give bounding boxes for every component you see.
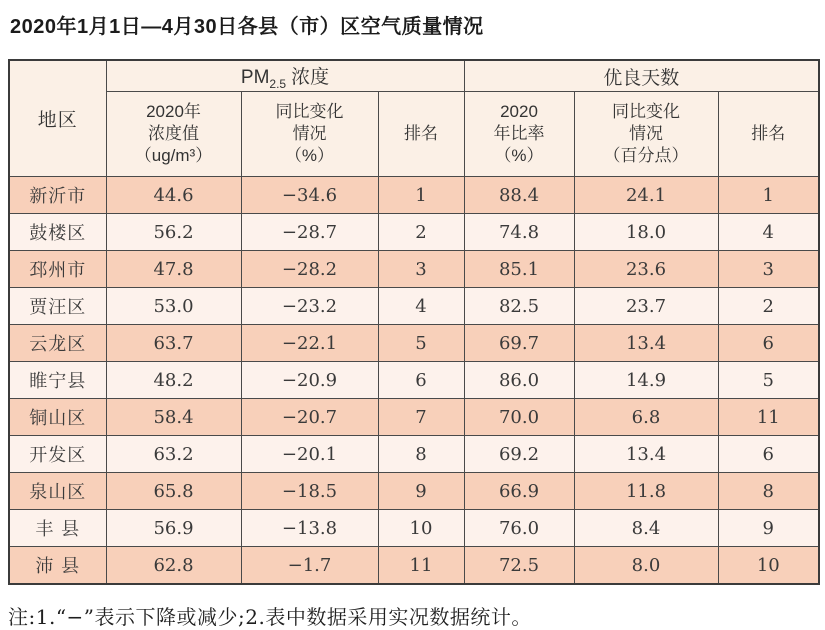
pm-rank-cell: 6: [378, 362, 464, 399]
days-ratio-cell: 69.7: [464, 325, 574, 362]
days-change-cell: 13.4: [574, 436, 718, 473]
days-change-cell: 13.4: [574, 325, 718, 362]
pm25-label-prefix: PM: [240, 66, 270, 88]
days-rank-cell: 4: [718, 214, 819, 251]
table-row: [9, 399, 819, 436]
pm-rank-cell: 5: [378, 325, 464, 362]
header-pm-rank: 排名: [378, 92, 464, 177]
table-row: [9, 473, 819, 510]
pm-change-cell: −20.9: [241, 362, 378, 399]
table-group-header-row: [9, 60, 819, 92]
pm-rank-cell: 1: [378, 177, 464, 214]
header-pm-value-line1: 2020年: [146, 101, 201, 121]
region-cell: 沛 县: [9, 547, 106, 585]
header-days-ratio: [464, 92, 574, 177]
days-ratio-cell: 76.0: [464, 510, 574, 547]
days-rank-cell: 6: [718, 325, 819, 362]
pm-value-cell: 65.8: [106, 473, 241, 510]
days-rank-cell: 11: [718, 399, 819, 436]
header-days-change-line1: 同比变化: [612, 101, 680, 121]
pm-change-cell: −20.1: [241, 436, 378, 473]
header-pm-change: [241, 92, 378, 177]
footnote: 注:1.“−”表示下降或减少;2.表中数据采用实况数据统计。: [8, 605, 532, 629]
pm-value-cell: 63.7: [106, 325, 241, 362]
days-ratio-cell: 82.5: [464, 288, 574, 325]
pm25-label-subscript: 2.5: [269, 76, 287, 91]
pm-rank-cell: 2: [378, 214, 464, 251]
header-pm-change-line2: 情况: [292, 123, 327, 143]
days-rank-cell: 9: [718, 510, 819, 547]
pm-value-cell: 56.2: [106, 214, 241, 251]
days-rank-cell: 2: [718, 288, 819, 325]
header-days-rank: 排名: [718, 92, 819, 177]
pm-change-cell: −18.5: [241, 473, 378, 510]
pm-rank-cell: 11: [378, 547, 464, 585]
header-pm-value: [106, 92, 241, 177]
table-row: [9, 436, 819, 473]
header-pm-value-line2: 浓度值: [148, 123, 199, 143]
pm-change-cell: −28.2: [241, 251, 378, 288]
days-change-cell: 8.0: [574, 547, 718, 585]
days-change-cell: 11.8: [574, 473, 718, 510]
days-ratio-cell: 72.5: [464, 547, 574, 585]
table-row: [9, 547, 819, 585]
pm-rank-cell: 7: [378, 399, 464, 436]
pm-change-cell: −1.7: [241, 547, 378, 585]
table-row: [9, 288, 819, 325]
header-pm-change-line3: （%）: [284, 146, 335, 166]
days-rank-cell: 1: [718, 177, 819, 214]
days-ratio-cell: 70.0: [464, 399, 574, 436]
pm-change-cell: −22.1: [241, 325, 378, 362]
header-days-change-line2: 情况: [629, 123, 663, 143]
header-pm-change-line1: 同比变化: [275, 101, 344, 121]
region-cell: 开发区: [9, 436, 106, 473]
air-quality-table: [8, 59, 820, 585]
pm-value-cell: 44.6: [106, 177, 241, 214]
pm-change-cell: −34.6: [241, 177, 378, 214]
table-row: [9, 177, 819, 214]
days-change-cell: 8.4: [574, 510, 718, 547]
pm-change-cell: −20.7: [241, 399, 378, 436]
days-rank-cell: 6: [718, 436, 819, 473]
table-row: [9, 362, 819, 399]
days-rank-cell: 5: [718, 362, 819, 399]
table-row: [9, 251, 819, 288]
days-change-cell: 6.8: [574, 399, 718, 436]
header-days-ratio-line3: （%）: [494, 146, 544, 166]
days-rank-cell: 8: [718, 473, 819, 510]
header-pm-value-line3: （ug/m³）: [134, 146, 213, 166]
header-region: 地区: [9, 60, 106, 177]
pm-value-cell: 47.8: [106, 251, 241, 288]
region-cell: 云龙区: [9, 325, 106, 362]
header-days-change-line3: （百分点）: [603, 146, 689, 166]
region-cell: 睢宁县: [9, 362, 106, 399]
header-days-change: [574, 92, 718, 177]
region-cell: 邳州市: [9, 251, 106, 288]
header-days-ratio-line1: 2020: [500, 101, 538, 121]
pm-rank-cell: 8: [378, 436, 464, 473]
pm-rank-cell: 9: [378, 473, 464, 510]
days-ratio-cell: 85.1: [464, 251, 574, 288]
days-change-cell: 23.6: [574, 251, 718, 288]
days-change-cell: 23.7: [574, 288, 718, 325]
table-row: [9, 510, 819, 547]
pm-change-cell: −13.8: [241, 510, 378, 547]
pm25-label-suffix: 浓度: [291, 66, 330, 88]
region-cell: 丰 县: [9, 510, 106, 547]
pm-change-cell: −23.2: [241, 288, 378, 325]
region-cell: 铜山区: [9, 399, 106, 436]
table-row: [9, 325, 819, 362]
days-ratio-cell: 69.2: [464, 436, 574, 473]
days-ratio-cell: 74.8: [464, 214, 574, 251]
pm-value-cell: 48.2: [106, 362, 241, 399]
header-days-ratio-line2: 年比率: [493, 123, 545, 143]
region-cell: 新沂市: [9, 177, 106, 214]
pm-value-cell: 63.2: [106, 436, 241, 473]
days-change-cell: 18.0: [574, 214, 718, 251]
pm-value-cell: 62.8: [106, 547, 241, 585]
days-ratio-cell: 66.9: [464, 473, 574, 510]
region-cell: 泉山区: [9, 473, 106, 510]
days-change-cell: 14.9: [574, 362, 718, 399]
pm-rank-cell: 3: [378, 251, 464, 288]
table-subheader-row: [9, 92, 819, 177]
pm-value-cell: 58.4: [106, 399, 241, 436]
region-cell: 贾汪区: [9, 288, 106, 325]
header-group-pm25: [106, 60, 464, 92]
days-rank-cell: 3: [718, 251, 819, 288]
region-cell: 鼓楼区: [9, 214, 106, 251]
days-rank-cell: 10: [718, 547, 819, 585]
pm-change-cell: −28.7: [241, 214, 378, 251]
days-change-cell: 24.1: [574, 177, 718, 214]
days-ratio-cell: 86.0: [464, 362, 574, 399]
header-group-good-days: 优良天数: [464, 60, 819, 92]
pm-rank-cell: 10: [378, 510, 464, 547]
pm-value-cell: 56.9: [106, 510, 241, 547]
table-row: [9, 214, 819, 251]
page-title: 2020年1月1日—4月30日各县（市）区空气质量情况: [10, 16, 484, 38]
days-ratio-cell: 88.4: [464, 177, 574, 214]
pm-rank-cell: 4: [378, 288, 464, 325]
pm-value-cell: 53.0: [106, 288, 241, 325]
